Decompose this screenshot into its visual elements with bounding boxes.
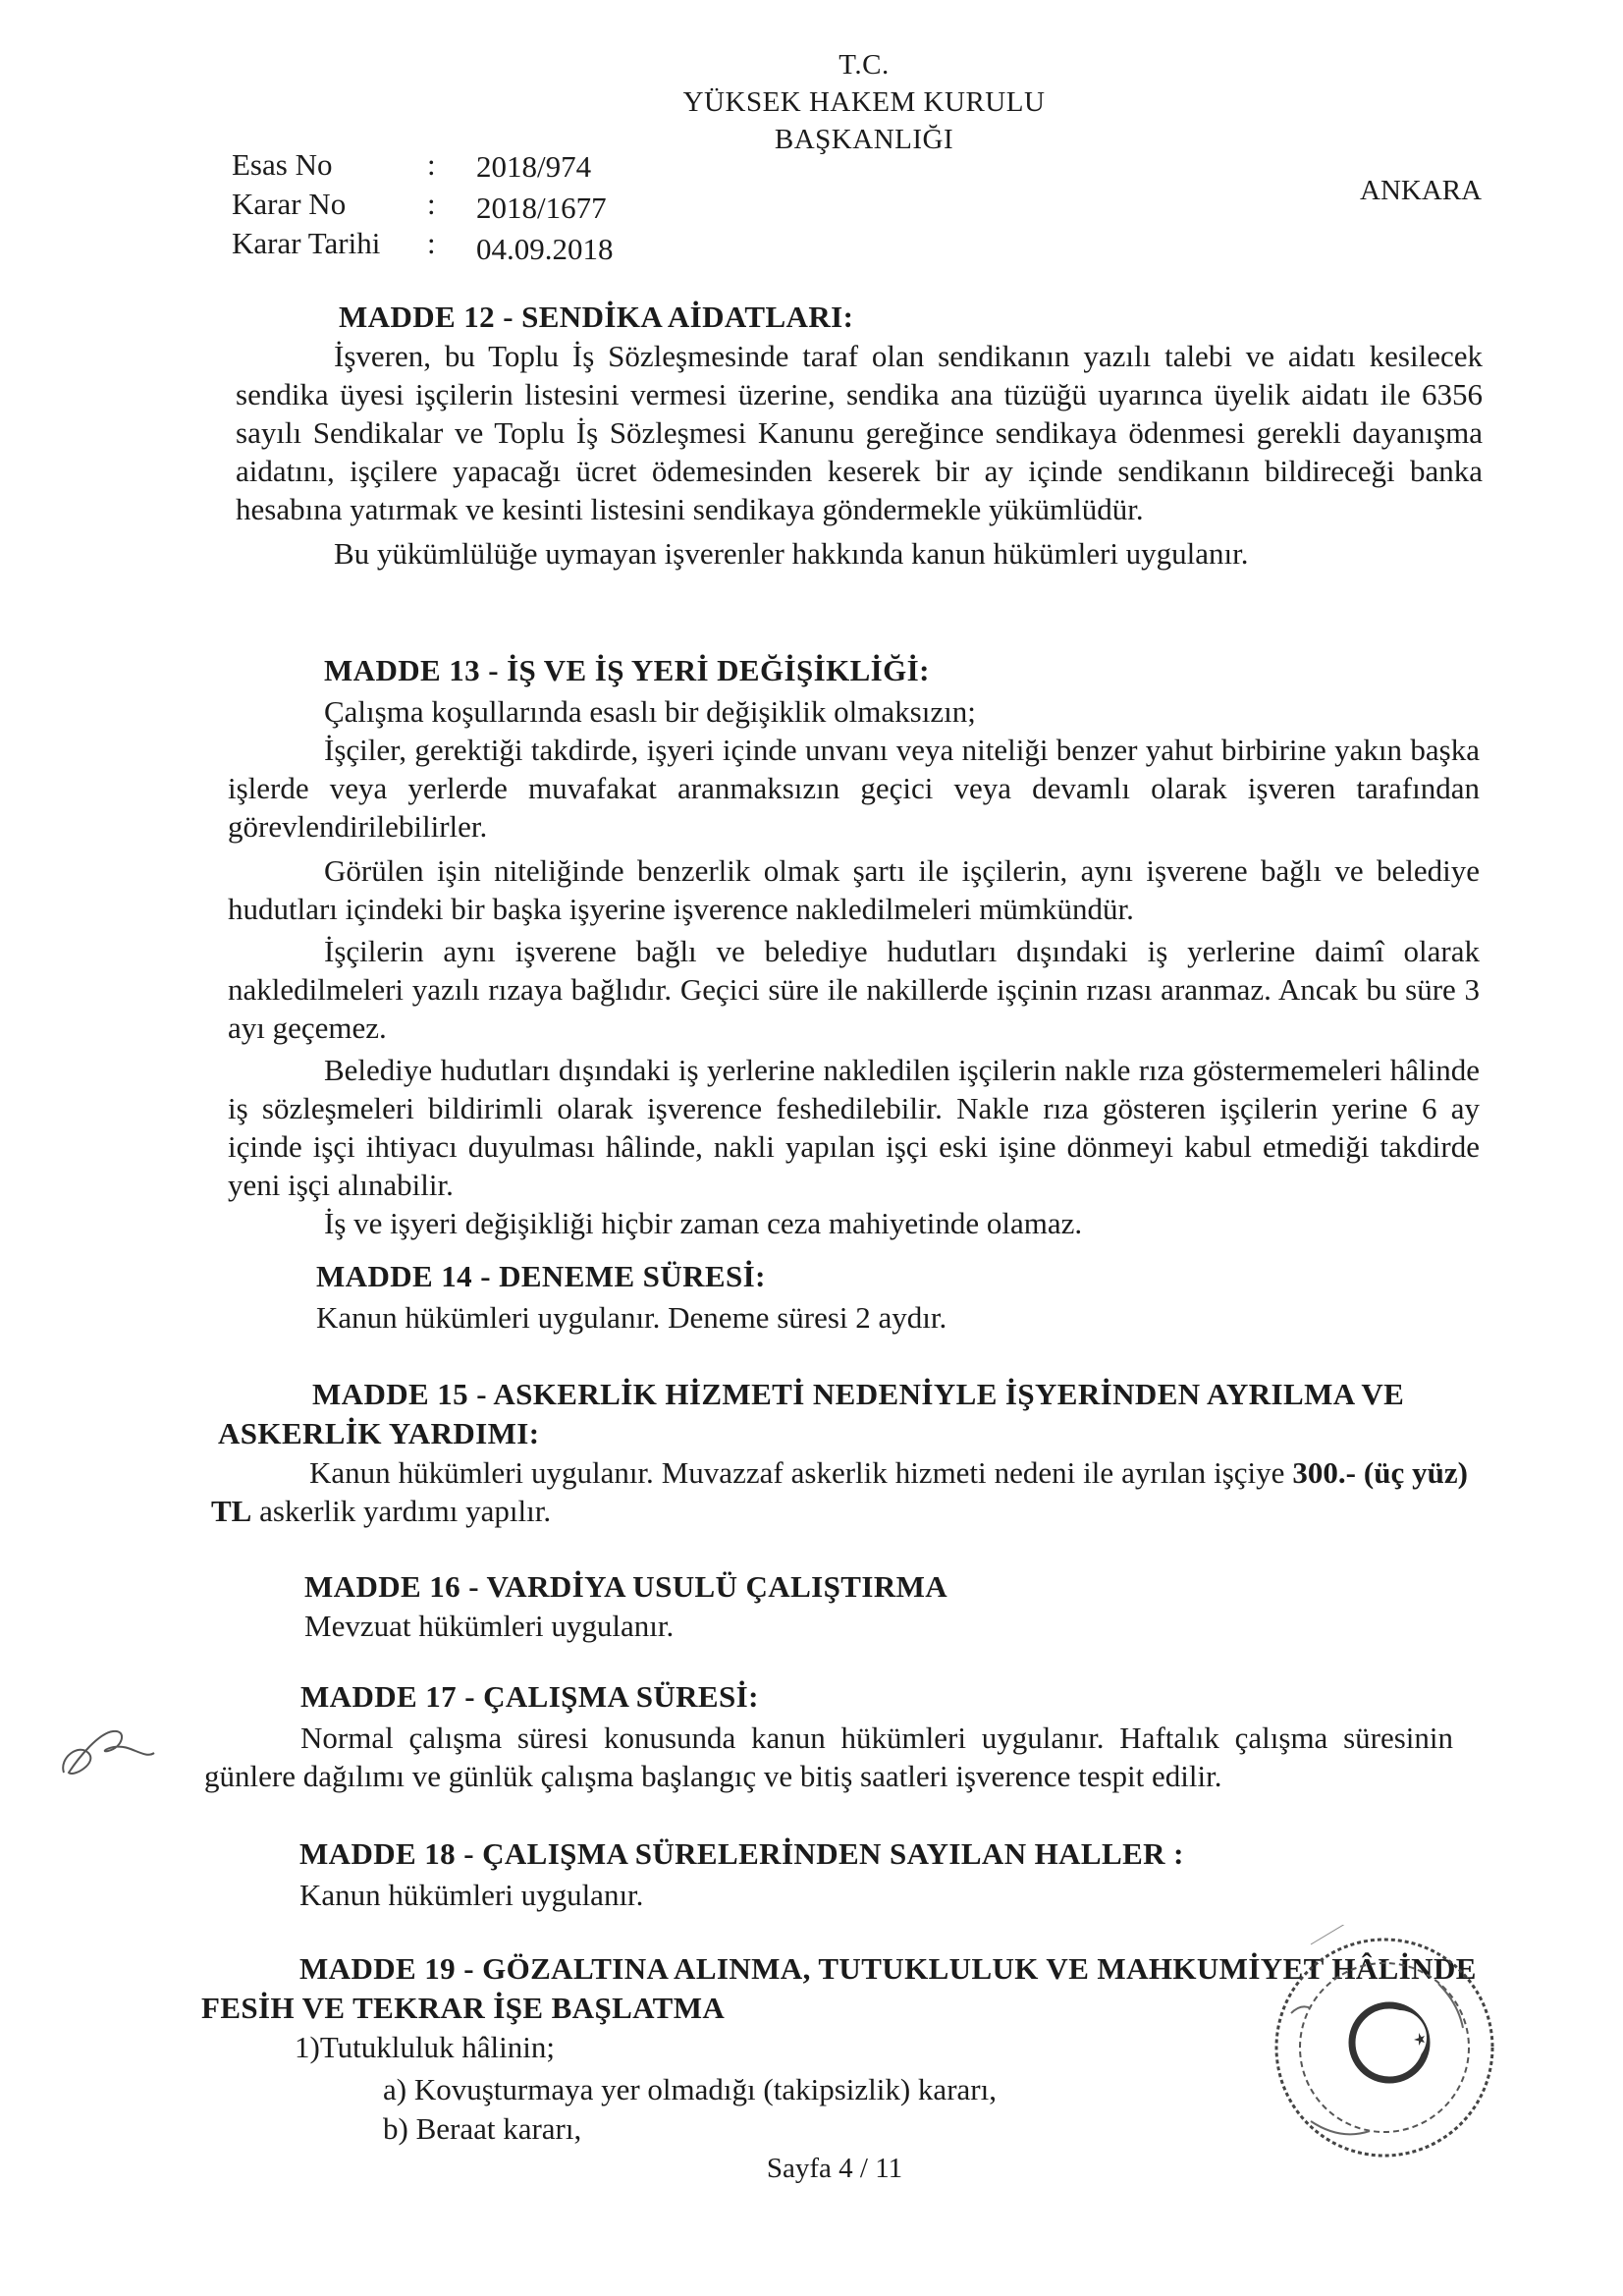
m13-p4: İşçilerin aynı işverene bağlı ve belediye hudutları dışındaki iş yerlerine daimî olarak nakledilmeleri yazılı rızaya bağlıdır. Geçici süre ile nakillerde işçinin rızası aranmaz. Ancak bu süre 3 ayı geçemez. xyxy=(228,934,1480,1045)
m15-heading: MADDE 15 - ASKERLİK HİZMETİ NEDENİYLE İŞYERİNDEN AYRILMA VE ASKERLİK YARDIMI: xyxy=(218,1377,1405,1450)
m14-p1: Kanun hükümleri uygulanır. Deneme süresi 2 aydır. xyxy=(316,1300,947,1335)
m12-body xyxy=(236,337,1483,573)
m14-heading: MADDE 14 - DENEME SÜRESİ: xyxy=(316,1259,766,1293)
m16-heading: MADDE 16 - VARDİYA USULÜ ÇALIŞTIRMA xyxy=(304,1569,948,1604)
header-institution: YÜKSEK HAKEM KURULU xyxy=(682,86,1046,118)
m12-p1: İşveren, bu Toplu İş Sözleşmesinde taraf olan sendikanın yazılı talebi ve aidatı kesilecek sendika üyesi işçilerin listesini vermesi üzerine, sendika ana tüzüğü uyarınca üyelik aidatı ile 6356 sayılı Sendikalar ve Toplu İş Sözleşmesi Kanunu gereğince sendikaya ödenmesi gerekli dayanışma aidatını, işçilere yapacağı ücret ödemesinden keserek bir ay içinde sendikanın bildireceği banka hesabına yatırmak ve kesinti listesini sendikaya göndermekle yükümlüdür. xyxy=(236,339,1483,526)
page-number: Sayfa 4 / 11 xyxy=(766,2153,903,2184)
m12-p2: Bu yükümlülüğe uymayan işverenler hakkında kanun hükümleri uygulanır. xyxy=(334,536,1249,571)
m13-body xyxy=(228,692,1480,1242)
m13-heading: MADDE 13 - İŞ VE İŞ YERİ DEĞİŞİKLİĞİ: xyxy=(324,653,930,687)
m13-p1: Çalışma koşullarında esaslı bir değişiklik olmaksızın; xyxy=(324,694,976,729)
m17-heading: MADDE 17 - ÇALIŞMA SÜRESİ: xyxy=(300,1679,759,1714)
esas-label: Esas No xyxy=(232,147,333,182)
m16-p1: Mevzuat hükümleri uygulanır. xyxy=(304,1609,675,1643)
official-stamp xyxy=(1252,1925,1517,2170)
tarih-label: Karar Tarihi xyxy=(232,226,381,260)
karar-value: 2018/1677 xyxy=(476,191,607,225)
m18-heading: MADDE 18 - ÇALIŞMA SÜRELERİNDEN SAYILAN HALLER : xyxy=(299,1836,1184,1871)
m13-p6: İş ve işyeri değişikliği hiçbir zaman ceza mahiyetinde olamaz. xyxy=(324,1206,1083,1240)
m13-p5: Belediye hudutları dışındaki iş yerlerine nakledilen işçilerin nakle rıza göstermemeleri hâlinde iş sözleşmeleri bildirimli olarak işverence feshedilebilir. Nakle rıza gösteren işçilerin yerine 6 ay içinde işçi ihtiyacı duyulması hâlinde, nakli yapılan işçi eski işine dönmeyi kabul etmediği takdirde yeni işçi alınabilir. xyxy=(228,1053,1480,1202)
karar-label: Karar No xyxy=(232,187,347,221)
esas-colon: : xyxy=(427,147,436,182)
m15-body xyxy=(211,1453,1468,1530)
handwritten-initial xyxy=(54,1704,162,1792)
m12-heading: MADDE 12 - SENDİKA AİDATLARI: xyxy=(339,300,854,334)
m18-p1: Kanun hükümleri uygulanır. xyxy=(299,1878,644,1912)
m19-item-a: a) Kovuşturmaya yer olmadığı (takipsizlik) kararı, xyxy=(383,2072,997,2106)
m13-p2: İşçiler, gerektiği takdirde, işyeri içinde unvanı veya niteliği benzer yahut birbirine yakın başka işlerde veya yerlerde muvafakat aranmaksızın geçici veya devamlı olarak işveren tarafından görevlendirilebilirler. xyxy=(228,733,1480,844)
m15-p1-a: Kanun hükümleri uygulanır. Muvazzaf askerlik hizmeti nedeni ile ayrılan işçiye xyxy=(309,1455,1293,1490)
tarih-colon: : xyxy=(427,226,436,260)
m15-p1-amount: 300.- (üç yüz) TL xyxy=(211,1455,1468,1528)
m17-p1: Normal çalışma süresi konusunda kanun hükümleri uygulanır. Haftalık çalışma süresinin günlere dağılımı ve günlük çalışma başlangıç ve bitiş saatleri işverence tespit edilir. xyxy=(204,1721,1453,1793)
header-city: ANKARA xyxy=(1360,175,1483,206)
m13-p3: Görülen işin niteliğinde benzerlik olmak şartı ile işçilerin, aynı işverene bağlı ve belediye hudutları içindeki bir başka işyerine işverence nakledilmeleri mümkündür. xyxy=(228,853,1480,926)
header-tc: T.C. xyxy=(839,49,890,81)
m19-item-b: b) Beraat kararı, xyxy=(383,2111,582,2146)
esas-value: 2018/974 xyxy=(476,149,592,184)
m15-p1-c: askerlik yardımı yapılır. xyxy=(251,1494,552,1528)
karar-colon: : xyxy=(427,187,436,221)
m19-p1: 1)Tutukluluk hâlinin; xyxy=(295,2030,555,2064)
tarih-value: 04.09.2018 xyxy=(476,232,614,266)
m19-heading: MADDE 19 - GÖZALTINA ALINMA, TUTUKLULUK VE MAHKUMİYET HÂLİNDE FESİH VE TEKRAR İŞE BAŞLATMA xyxy=(201,1951,1477,2025)
header-office: BAŞKANLIĞI xyxy=(774,124,954,155)
